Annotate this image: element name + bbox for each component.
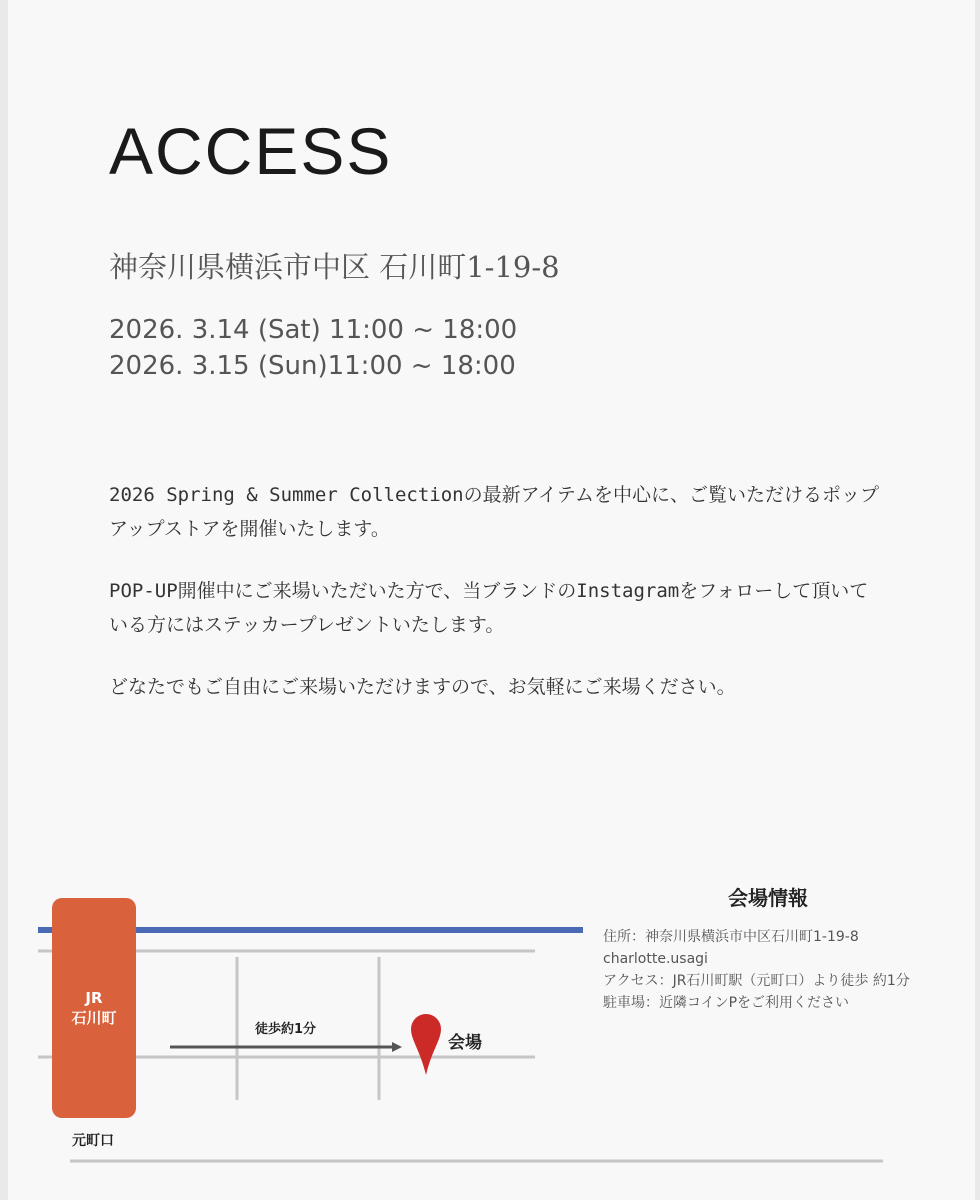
walk-arrow-icon — [170, 1042, 402, 1052]
access-map — [0, 870, 980, 1200]
description — [109, 478, 879, 732]
walk-time-label: 徒歩約1分 — [255, 1022, 317, 1037]
venue-info-line: 駐車場：近隣コインPをご利用ください — [603, 995, 850, 1011]
map-pin-icon — [411, 1014, 441, 1075]
station-label-line: 石川町 — [71, 1009, 117, 1027]
venue-info-line: charlotte.usagi — [603, 951, 708, 967]
station-label — [52, 988, 136, 1028]
venue-label: 会場 — [448, 1033, 482, 1053]
venue-info-line: 住所：神奈川県横浜市中区石川町1-19-8 — [603, 929, 859, 945]
description-paragraph: 2026 Spring & Summer Collectionの最新アイテムを中心に、ご覧いただけるポップアップストアを開催いたします。 — [109, 484, 879, 540]
event-date: 2026. 3.14 (Sat) 11:00 ~ 18:00 — [109, 315, 518, 345]
event-date: 2026. 3.15 (Sun)11:00 ~ 18:00 — [109, 351, 516, 381]
description-paragraph: どなたでもご自由にご来場いただけますので、お気軽にご来場ください。 — [109, 676, 736, 698]
station-label-line: JR — [85, 989, 103, 1007]
description-paragraph: POP-UP開催中にご来場いただいた方で、当ブランドのInstagramをフォローして頂いている方にはステッカープレゼントいたします。 — [109, 580, 869, 636]
venue-info-list — [603, 926, 910, 1014]
venue-info-line: アクセス：JR石川町駅（元町口）より徒歩 約1分 — [603, 973, 910, 989]
event-dates — [109, 312, 517, 384]
venue-info-heading: 会場情報 — [728, 886, 808, 910]
exit-label: 元町口 — [72, 1133, 114, 1149]
venue-address: 神奈川県横浜市中区 石川町1-19-8 — [109, 250, 560, 284]
page-title: ACCESS — [109, 114, 393, 188]
